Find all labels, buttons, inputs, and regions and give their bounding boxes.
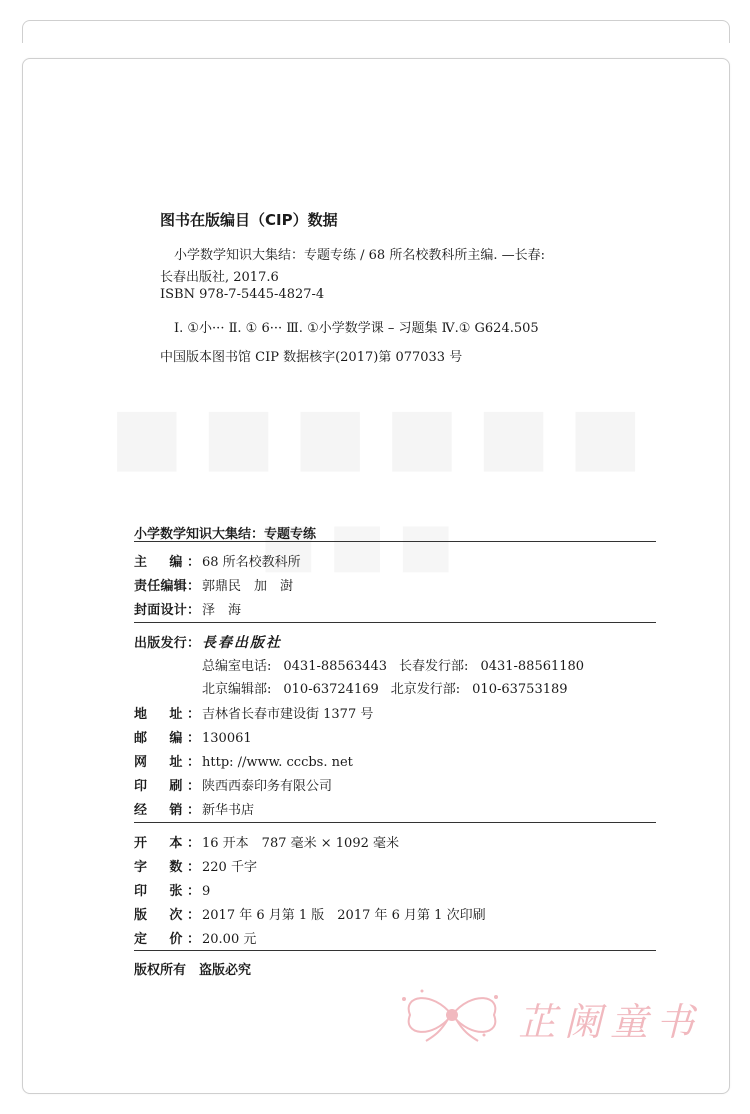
row-label: 地 址： bbox=[134, 707, 200, 722]
row-value: 220 千字 bbox=[202, 860, 257, 875]
row-value: 吉林省长春市建设街 1377 号 bbox=[202, 707, 374, 722]
row-label: 定 价： bbox=[134, 932, 200, 947]
phone-label: 长春发行部: bbox=[399, 659, 469, 674]
row-label: 开 本： bbox=[134, 836, 200, 851]
row-value: 郭鼎民 加 澍 bbox=[202, 579, 294, 594]
row-website bbox=[134, 751, 353, 771]
cip-isbn: ISBN 978-7-5445-4827-4 bbox=[160, 287, 325, 302]
row-label: 经 销： bbox=[134, 803, 200, 818]
row-publisher bbox=[134, 632, 282, 652]
row-value: 2017 年 6 月第 1 版 2017 年 6 月第 1 次印刷 bbox=[202, 908, 486, 923]
copyright-notice: 版权所有 盗版必究 bbox=[134, 963, 252, 978]
cip-classification: Ⅰ. ①小··· Ⅱ. ① 6··· Ⅲ. ①小学数学课 – 习题集 Ⅳ.① G624.505 bbox=[174, 321, 539, 336]
row-address bbox=[134, 703, 373, 723]
watermark-text: 芷阑童书 bbox=[518, 1000, 703, 1044]
row-responsible-editor bbox=[134, 575, 293, 595]
row-value: 16 开本 787 毫米 × 1092 毫米 bbox=[202, 836, 399, 851]
row-value: 新华书店 bbox=[202, 803, 255, 818]
row-price bbox=[134, 928, 256, 948]
row-label: 主 编： bbox=[134, 555, 200, 570]
row-word-count bbox=[134, 856, 257, 876]
bow-ornament-icon bbox=[392, 985, 512, 1045]
row-value: 陕西西泰印务有限公司 bbox=[202, 779, 333, 794]
row-value: http: //www. cccbs. net bbox=[202, 755, 353, 770]
row-value: 泽 海 bbox=[202, 603, 242, 618]
phone-row-1 bbox=[202, 655, 584, 674]
phone-row-2 bbox=[202, 678, 568, 697]
divider bbox=[134, 541, 656, 542]
row-value: 20.00 元 bbox=[202, 932, 257, 947]
row-label: 出版发行： bbox=[134, 636, 200, 651]
row-sheets bbox=[134, 880, 210, 900]
cip-line-2: 长春出版社, 2017.6 bbox=[160, 270, 279, 285]
divider bbox=[134, 622, 656, 623]
phone-value: 010-63753189 bbox=[472, 682, 568, 697]
row-label: 字 数： bbox=[134, 860, 200, 875]
row-label: 印 刷： bbox=[134, 779, 200, 794]
cip-heading: 图书在版编目（CIP）数据 bbox=[160, 211, 338, 229]
phone-label: 北京编辑部: bbox=[202, 682, 272, 697]
phone-label: 总编室电话: bbox=[202, 659, 272, 674]
store-watermark bbox=[392, 985, 712, 1045]
phone-value: 0431-88563443 bbox=[283, 659, 388, 674]
row-value: 68 所名校教科所 bbox=[202, 555, 301, 570]
row-printer bbox=[134, 775, 332, 795]
row-label: 网 址： bbox=[134, 755, 200, 770]
divider bbox=[134, 950, 656, 951]
phone-label: 北京发行部: bbox=[390, 682, 461, 697]
row-chief-editor bbox=[134, 551, 301, 571]
previous-page-edge bbox=[22, 20, 730, 43]
row-distributor bbox=[134, 799, 254, 819]
row-label: 封面设计： bbox=[134, 603, 200, 618]
cip-record: 中国版本图书馆 CIP 数据核字(2017)第 077033 号 bbox=[160, 350, 463, 365]
row-label: 印 张： bbox=[134, 884, 200, 899]
row-value: 130061 bbox=[202, 731, 252, 746]
show-through-ghost-text bbox=[110, 390, 660, 481]
cip-line-1: 小学数学知识大集结：专题专练 / 68 所名校教科所主编. —长春: bbox=[174, 248, 545, 263]
row-label: 责任编辑： bbox=[134, 579, 200, 594]
row-label: 邮 编： bbox=[134, 731, 200, 746]
row-label: 版 次： bbox=[134, 908, 200, 923]
row-cover-design bbox=[134, 599, 241, 619]
row-edition bbox=[134, 904, 486, 924]
phone-value: 0431-88561180 bbox=[480, 659, 585, 674]
book-title: 小学数学知识大集结：专题专练 bbox=[134, 527, 317, 542]
phone-value: 010-63724169 bbox=[283, 682, 379, 697]
row-value: 9 bbox=[202, 884, 211, 899]
publisher-logo-text: 長春出版社 bbox=[202, 635, 282, 651]
divider bbox=[134, 822, 656, 823]
row-postcode bbox=[134, 727, 252, 747]
row-format bbox=[134, 832, 399, 852]
